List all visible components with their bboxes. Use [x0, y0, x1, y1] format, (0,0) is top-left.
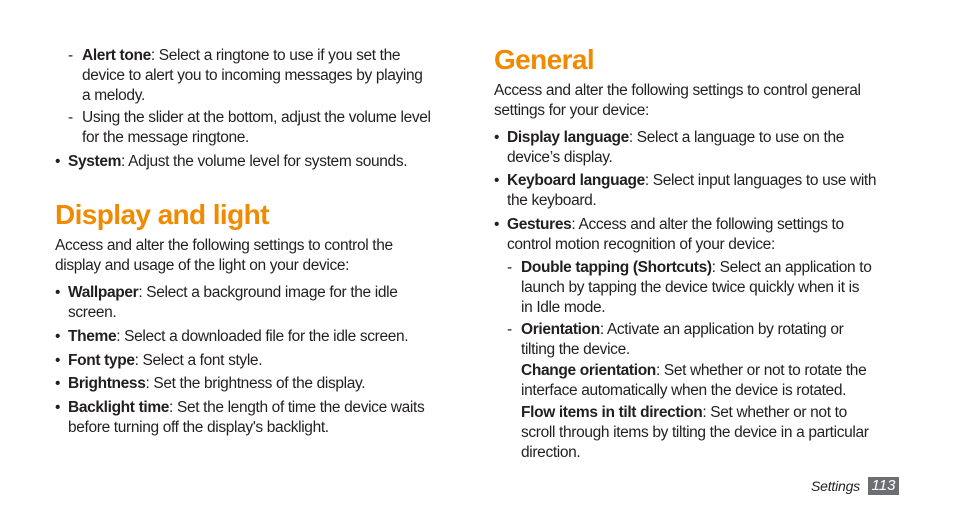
double-tapping-term: Double tapping (Shortcuts) — [521, 259, 712, 276]
double-tapping-line2: launch by tapping the device twice quickly when it is — [521, 279, 860, 296]
general-heading: General — [494, 44, 595, 75]
display-and-light-heading: Display and light — [55, 199, 269, 230]
footer-section-label: Settings — [811, 478, 860, 494]
general-intro-line2: settings for your device: — [494, 102, 649, 119]
theme-text: : Select a downloaded file for the idle screen. — [116, 328, 409, 345]
backlight-line1 — [68, 398, 424, 418]
orientation-line1 — [521, 320, 843, 340]
keyboard-language-line1 — [507, 171, 876, 191]
orientation-line2: tilting the device. — [521, 341, 630, 358]
bullet-marker: • — [55, 153, 61, 170]
display-intro-line2: display and usage of the light on your device: — [55, 257, 350, 274]
keyboard-language-text: : Select input languages to use with — [644, 172, 877, 189]
bullet-marker: • — [55, 375, 61, 392]
brightness-line1 — [68, 374, 365, 394]
wallpaper-term: Wallpaper — [68, 284, 139, 301]
brightness-term: Brightness — [68, 375, 146, 392]
slider-line1: Using the slider at the bottom, adjust the volume level — [82, 109, 431, 126]
system-line1 — [68, 152, 407, 172]
change-orientation-text: : Set whether or not to rotate the — [655, 362, 867, 379]
dash-marker: - — [507, 259, 513, 276]
font-type-term: Font type — [68, 352, 135, 369]
flow-items-text: : Set whether or not to — [702, 404, 847, 421]
change-orientation-term: Change orientation — [521, 362, 656, 379]
flow-items-line2: scroll through items by tilting the device in a particular — [521, 424, 869, 441]
keyboard-language-term: Keyboard language — [507, 172, 645, 189]
alert-tone-term: Alert tone — [82, 47, 151, 64]
theme-term: Theme — [68, 328, 117, 345]
alert-tone-text: : Select a ringtone to use if you set the — [150, 47, 401, 64]
double-tapping-line1 — [521, 258, 871, 278]
change-orientation-line2: interface automatically when the device is rotated. — [521, 382, 847, 399]
bullet-marker: • — [55, 284, 61, 301]
keyboard-language-line2: the keyboard. — [507, 192, 597, 209]
display-language-line2: device’s display. — [507, 149, 613, 166]
alert-tone-line3: a melody. — [82, 87, 145, 104]
gestures-line1 — [507, 215, 844, 235]
alert-tone-line1 — [82, 46, 400, 66]
display-language-term: Display language — [507, 129, 629, 146]
wallpaper-line1 — [68, 283, 398, 303]
dash-marker: - — [68, 47, 74, 64]
wallpaper-line2: screen. — [68, 304, 117, 321]
bullet-marker: • — [55, 328, 61, 345]
alert-tone-line2: device to alert you to incoming messages by playing — [82, 67, 423, 84]
gestures-term: Gestures — [507, 216, 572, 233]
backlight-text: : Set the length of time the device waits — [169, 399, 425, 416]
change-orientation-line1 — [521, 361, 866, 381]
bullet-marker: • — [494, 129, 500, 146]
general-intro-line1: Access and alter the following settings to control general — [494, 82, 861, 99]
system-term: System — [68, 153, 122, 170]
system-text: : Adjust the volume level for system sounds. — [121, 153, 408, 170]
wallpaper-text: : Select a background image for the idle — [138, 284, 398, 301]
flow-items-term: Flow items in tilt direction — [521, 404, 703, 421]
bullet-marker: • — [55, 352, 61, 369]
display-intro-line1: Access and alter the following settings to control the — [55, 237, 393, 254]
flow-items-line3: direction. — [521, 444, 581, 461]
bullet-marker: • — [494, 172, 500, 189]
font-type-text: : Select a font style. — [134, 352, 263, 369]
backlight-line2: before turning off the display's backlight. — [68, 419, 329, 436]
flow-items-line1 — [521, 403, 847, 423]
font-type-line1 — [68, 351, 262, 371]
bullet-marker: • — [494, 216, 500, 233]
dash-marker: - — [68, 109, 74, 126]
slider-line2: for the message ringtone. — [82, 129, 250, 146]
double-tapping-line3: in Idle mode. — [521, 299, 606, 316]
display-language-line1 — [507, 128, 844, 148]
orientation-term: Orientation — [521, 321, 600, 338]
dash-marker: - — [507, 321, 513, 338]
double-tapping-text: : Select an application to — [711, 259, 872, 276]
brightness-text: : Set the brightness of the display. — [145, 375, 366, 392]
display-language-text: : Select a language to use on the — [628, 129, 844, 146]
page-number-badge: 113 — [868, 477, 899, 495]
backlight-term: Backlight time — [68, 399, 170, 416]
gestures-text: : Access and alter the following settings to — [571, 216, 844, 233]
orientation-text: : Activate an application by rotating or — [599, 321, 844, 338]
gestures-line2: control motion recognition of your device: — [507, 236, 775, 253]
bullet-marker: • — [55, 399, 61, 416]
theme-line1 — [68, 327, 408, 347]
